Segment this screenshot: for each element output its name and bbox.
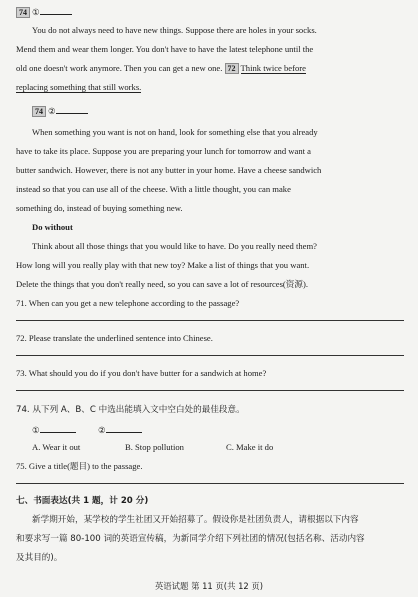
passage-line: You do not always need to have new things. Suppose there are holes in your socks. bbox=[32, 25, 317, 35]
passage-line: Mend them and wear them longer. You don't have to have the latest telephone until the bbox=[16, 44, 314, 54]
underlined-sentence: replacing something that still works. bbox=[16, 82, 142, 92]
question-75 bbox=[16, 461, 408, 472]
question-72: 72. Please translate the underlined sentence into Chinese. bbox=[16, 333, 213, 343]
answer-line-75[interactable] bbox=[16, 483, 404, 484]
question-74: 74. 从下列 A、B、C 中选出能填入文中空白处的最佳段意。 bbox=[16, 405, 245, 415]
page-footer: 英语试题 第 11 页(共 12 页) bbox=[154, 581, 264, 591]
q74-answer-2-label: ② bbox=[98, 425, 106, 435]
q74-answer-2 bbox=[98, 424, 142, 436]
option-a: A. Wear it out bbox=[32, 442, 81, 452]
answer-blank[interactable] bbox=[56, 105, 88, 114]
question-71: 71. When can you get a new telephone according to the passage? bbox=[16, 298, 240, 308]
passage-line: How long will you really play with that new toy? Make a list of things that you want. bbox=[16, 260, 310, 270]
passage-line bbox=[16, 63, 408, 74]
option-b: B. Stop pollution bbox=[125, 442, 184, 452]
passage-text: old one doesn't work anymore. Then you can get a new one. bbox=[16, 63, 223, 73]
question-73: 73. What should you do if you don't have butter for a sandwich at home? bbox=[16, 368, 267, 378]
answer-blank[interactable] bbox=[40, 424, 76, 433]
passage-line: When something you want is not on hand, look for something else that you already bbox=[32, 127, 318, 137]
answer-line-71[interactable] bbox=[16, 320, 404, 321]
passage-line: Think about all those things that you would like to have. Do you really need them? bbox=[32, 241, 317, 251]
writing-prompt-line: 和要求写一篇 80-100 词的英语宣传稿，为新同学介绍下列社团的情况(包括名称、活动内容 bbox=[16, 534, 365, 544]
question-75-text: 75. Give a title(题目) to the passage. bbox=[16, 461, 143, 471]
q74-sub-marker: ① bbox=[32, 7, 40, 17]
underlined-sentence: Think twice before bbox=[240, 63, 306, 73]
passage-line: instead so that you can use all of the cheese. With a little thought, you can make bbox=[16, 184, 291, 194]
q74-answer-1 bbox=[32, 424, 76, 436]
q74-marker: 74 bbox=[32, 106, 46, 117]
q74-marker: 74 bbox=[16, 7, 30, 18]
answer-blank[interactable] bbox=[106, 424, 142, 433]
answer-line-72[interactable] bbox=[16, 355, 404, 356]
q72-marker: 72 bbox=[225, 63, 239, 74]
writing-prompt-line: 新学期开始，某学校的学生社团又开始招募了。假设你是社团负责人，请根据以下内容 bbox=[32, 515, 359, 525]
q74-sub-marker: ② bbox=[48, 106, 56, 116]
passage-line bbox=[16, 82, 408, 93]
option-c: C. Make it do bbox=[226, 442, 274, 452]
passage-line: Delete the things that you don't really need, so you can save a lot of resources(资源). bbox=[16, 279, 308, 289]
writing-section-title: 七、书面表达(共 1 题，计 20 分) bbox=[16, 496, 149, 506]
passage-line: something do, instead of buying something new. bbox=[16, 203, 183, 213]
writing-prompt-line: 及其目的)。 bbox=[16, 553, 63, 563]
passage-line: butter sandwich. However, there is not any butter in your home. Have a cheese sandwich bbox=[16, 165, 322, 175]
answer-blank[interactable] bbox=[40, 6, 72, 15]
answer-line-73[interactable] bbox=[16, 390, 404, 391]
section-heading: Do without bbox=[32, 222, 73, 232]
passage-line: have to take its place. Suppose you are preparing your lunch for tomorrow and want a bbox=[16, 146, 311, 156]
q74-blank-1-line bbox=[16, 6, 408, 18]
q74-blank-2-line bbox=[32, 105, 408, 117]
q74-answer-1-label: ① bbox=[32, 425, 40, 435]
